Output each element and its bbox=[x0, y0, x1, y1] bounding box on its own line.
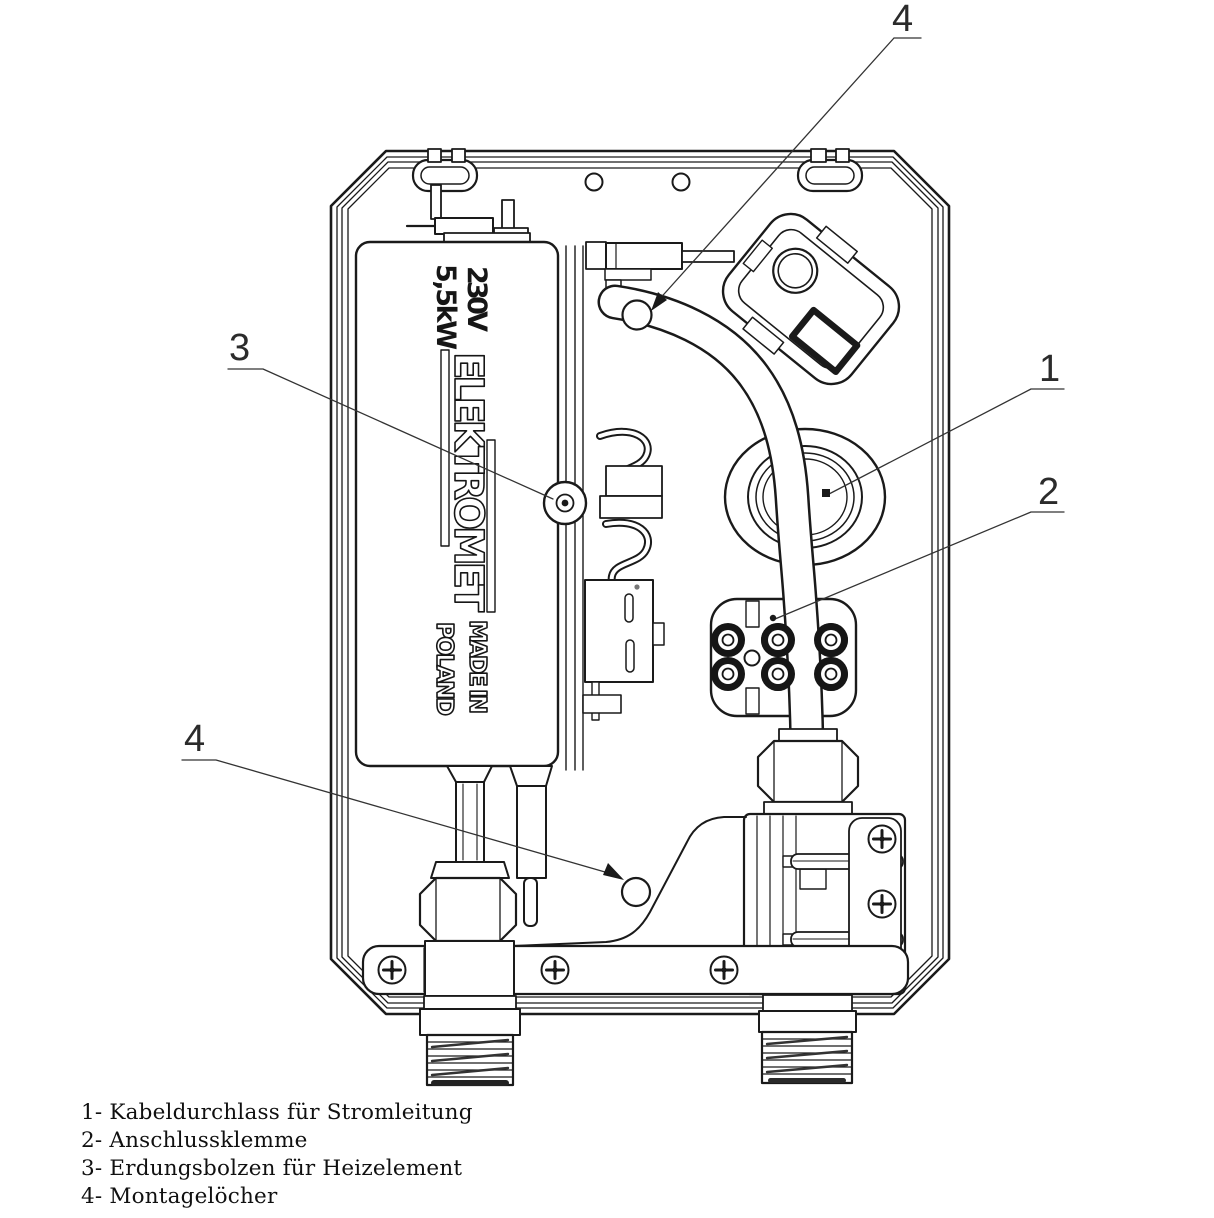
svg-text:3: 3 bbox=[229, 327, 251, 369]
svg-text:1: 1 bbox=[1039, 348, 1061, 390]
brand-logo: ELEKTROMET bbox=[445, 352, 491, 614]
screw bbox=[869, 891, 896, 918]
thermal-switch bbox=[585, 580, 653, 682]
legend bbox=[81, 1099, 473, 1211]
grounding-bolt bbox=[544, 482, 586, 524]
leader-dot bbox=[822, 489, 830, 497]
mounting-hole-bottom bbox=[622, 878, 650, 906]
power-label: 5,5kW bbox=[430, 264, 461, 350]
outlet-pipe-thread bbox=[759, 995, 856, 1083]
screw bbox=[869, 826, 896, 853]
origin-label-line2: POLAND bbox=[431, 622, 457, 718]
legend-item-1: 1- Kabeldurchlass für Stromleitung bbox=[81, 1100, 473, 1125]
screw bbox=[542, 957, 569, 984]
inlet-assembly bbox=[420, 862, 520, 1035]
legend-item-4: 4- Montagelöcher bbox=[81, 1184, 278, 1209]
svg-text:2: 2 bbox=[1038, 471, 1060, 513]
legend-item-2: 2- Anschlussklemme bbox=[81, 1128, 308, 1153]
voltage-label: 230V bbox=[461, 266, 492, 332]
svg-text:4: 4 bbox=[892, 0, 914, 40]
legend-item-3: 3- Erdungsbolzen für Heizelement bbox=[81, 1156, 463, 1181]
mounting-hole-top bbox=[623, 301, 652, 330]
screw bbox=[711, 957, 738, 984]
leader-dot bbox=[770, 615, 776, 621]
screw bbox=[379, 957, 406, 984]
element-pin bbox=[524, 878, 537, 926]
svg-text:4: 4 bbox=[184, 718, 206, 760]
origin-label-line1: MADE IN bbox=[464, 620, 490, 716]
inlet-pipe-thread bbox=[427, 1035, 513, 1086]
